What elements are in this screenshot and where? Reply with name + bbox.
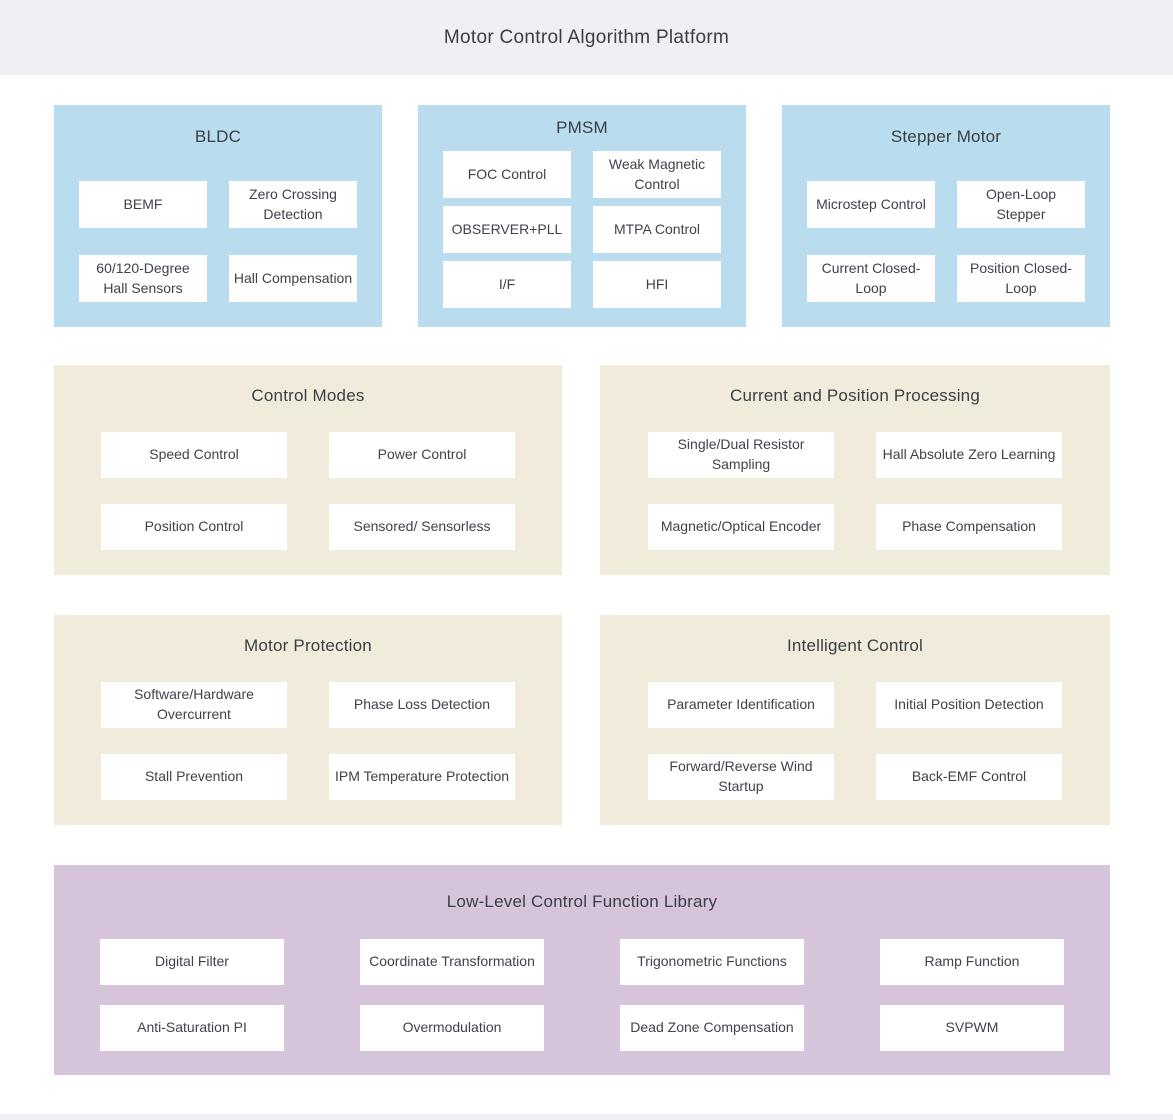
chip-microstep-control: Microstep Control (807, 181, 935, 228)
panel-pmsm-title: PMSM (556, 118, 608, 137)
chip-overmodulation: Overmodulation (360, 1005, 544, 1051)
panel-pmsm-chips (418, 151, 746, 308)
control-processing-row (54, 365, 1110, 575)
chip-weak-magnetic-control: Weak Magnetic Control (593, 151, 721, 198)
diagram-area (0, 75, 1173, 1075)
chip-svpwm: SVPWM (880, 1005, 1064, 1051)
chip-digital-filter: Digital Filter (100, 939, 284, 985)
chip-foc-control: FOC Control (443, 151, 571, 198)
panel-stepper-motor (782, 105, 1110, 327)
chip-phase-loss-detection: Phase Loss Detection (329, 682, 515, 728)
bottom-strip (0, 1114, 1173, 1120)
chip-phase-compensation: Phase Compensation (876, 504, 1062, 550)
panel-bldc-title: BLDC (194, 127, 242, 146)
chip-bemf: BEMF (79, 181, 207, 228)
chip-parameter-identification: Parameter Identification (648, 682, 834, 728)
panel-control-modes (54, 365, 562, 575)
chip-stall-prevention: Stall Prevention (101, 754, 287, 800)
chip-hfi: HFI (593, 261, 721, 308)
panel-motor-protection-title: Motor Protection (244, 636, 372, 655)
chip-overcurrent: Software/Hardware Overcurrent (101, 682, 287, 728)
panel-control-modes-title: Control Modes (251, 386, 365, 405)
chip-magnetic-optical-encoder: Magnetic/Optical Encoder (648, 504, 834, 550)
chip-anti-saturation-pi: Anti-Saturation PI (100, 1005, 284, 1051)
chip-ramp-function: Ramp Function (880, 939, 1064, 985)
panel-low-level-library (54, 865, 1110, 1075)
chip-hall-sensors: 60/120-Degree Hall Sensors (79, 255, 207, 302)
panel-intelligent-control-chips (600, 682, 1110, 800)
chip-trigonometric-functions: Trigonometric Functions (620, 939, 804, 985)
chip-mtpa-control: MTPA Control (593, 206, 721, 253)
panel-motor-protection (54, 615, 562, 825)
panel-current-position-title: Current and Position Processing (730, 386, 980, 405)
protection-intelligent-row (54, 615, 1110, 825)
panel-control-modes-chips (54, 432, 562, 550)
panel-intelligent-control (600, 615, 1110, 825)
chip-zero-crossing-detection: Zero Crossing Detection (229, 181, 357, 228)
panel-current-position-chips (600, 432, 1110, 550)
chip-ipm-temperature-protection: IPM Temperature Protection (329, 754, 515, 800)
panel-stepper-title: Stepper Motor (890, 127, 1002, 146)
chip-sensored-sensorless: Sensored/ Sensorless (329, 504, 515, 550)
panel-pmsm (418, 105, 746, 327)
page-header (0, 0, 1173, 75)
panel-low-level-library-title: Low-Level Control Function Library (446, 892, 718, 911)
chip-position-control: Position Control (101, 504, 287, 550)
panel-bldc-chips (54, 181, 382, 302)
chip-power-control: Power Control (329, 432, 515, 478)
chip-resistor-sampling: Single/Dual Resistor Sampling (648, 432, 834, 478)
panel-motor-protection-chips (54, 682, 562, 800)
chip-coordinate-transformation: Coordinate Transformation (360, 939, 544, 985)
motor-type-row (54, 105, 1110, 327)
panel-low-level-library-chips (54, 939, 1110, 1051)
panel-stepper-chips (782, 181, 1110, 302)
chip-dead-zone-compensation: Dead Zone Compensation (620, 1005, 804, 1051)
chip-current-closed-loop: Current Closed-Loop (807, 255, 935, 302)
chip-hall-absolute-zero-learning: Hall Absolute Zero Learning (876, 432, 1062, 478)
panel-intelligent-control-title: Intelligent Control (786, 636, 924, 655)
page-title: Motor Control Algorithm Platform (443, 26, 730, 48)
chip-wind-startup: Forward/Reverse Wind Startup (648, 754, 834, 800)
chip-speed-control: Speed Control (101, 432, 287, 478)
chip-if: I/F (443, 261, 571, 308)
chip-observer-pll: OBSERVER+PLL (443, 206, 571, 253)
chip-open-loop-stepper: Open-Loop Stepper (957, 181, 1085, 228)
chip-hall-compensation: Hall Compensation (229, 255, 357, 302)
panel-bldc (54, 105, 382, 327)
function-library-row (54, 865, 1110, 1075)
chip-back-emf-control: Back-EMF Control (876, 754, 1062, 800)
panel-current-position-processing (600, 365, 1110, 575)
chip-initial-position-detection: Initial Position Detection (876, 682, 1062, 728)
chip-position-closed-loop: Position Closed-Loop (957, 255, 1085, 302)
